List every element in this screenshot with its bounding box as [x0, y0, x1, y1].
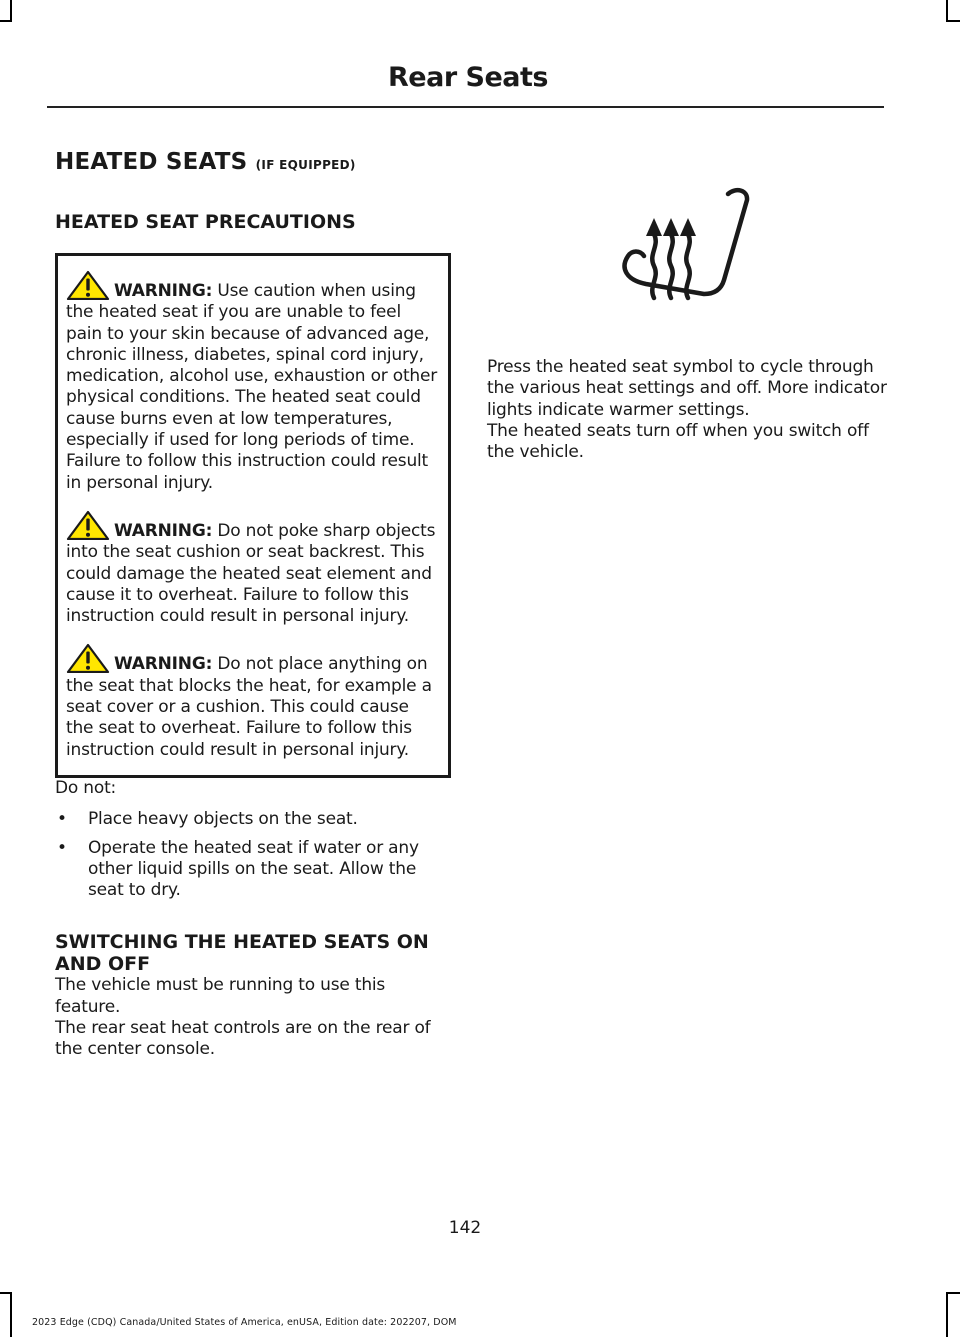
switching-heading: SWITCHING THE HEATED SEATS ON AND OFF — [55, 931, 429, 976]
crop-mark — [10, 0, 12, 22]
page-number: 142 — [448, 1218, 482, 1238]
warning-1 — [66, 270, 440, 494]
paragraph: Press the heated seat symbol to cycle through the various heat settings and off. More indicator lights indicate warmer settings. — [487, 357, 887, 420]
footer-edition: 2023 Edge (CDQ) Canada/United States of America, enUSA, Edition date: 202207, DOM — [32, 1317, 457, 1328]
warning-box — [55, 253, 451, 778]
crop-mark — [10, 1292, 12, 1337]
warning-label: WARNING: — [114, 281, 213, 301]
crop-mark — [946, 0, 948, 22]
list-item — [55, 809, 447, 830]
warning-2 — [66, 510, 440, 627]
crop-mark — [0, 1292, 12, 1294]
do-not-list — [55, 809, 447, 901]
warning-text: Use caution when using the heated seat if you are unable to feel pain to your skin because of advanced age, chronic illness, diabetes, spinal cord injury, medication, alcohol use, exhaustion or other physical conditions. The heated seat could cause burns even at low temperatures, especially if used for long periods of time. Failure to follow this instruction could result in personal injury. — [66, 281, 438, 493]
crop-mark — [946, 1292, 960, 1294]
section-qualifier: (IF EQUIPPED) — [255, 158, 356, 172]
warning-text: Do not poke sharp objects into the seat cushion or seat backrest. This could damage the heated seat element and cause it to overheat. Failure to follow this instruction could result in personal injury. — [66, 520, 436, 627]
warning-label: WARNING: — [114, 520, 213, 541]
warning-triangle-icon — [66, 270, 110, 300]
warning-text: Do not place anything on the seat that blocks the heat, for example a seat cover or a cushion. This could cause the seat to overheat. Failure to follow this instruction could result in personal injury. — [66, 654, 432, 760]
heated-seat-icon — [616, 182, 754, 302]
crop-mark — [946, 20, 960, 22]
do-not-intro: Do not: — [55, 777, 117, 798]
warning-label: WARNING: — [114, 654, 213, 675]
warning-triangle-icon — [66, 510, 110, 540]
warning-triangle-icon — [66, 643, 110, 673]
crop-mark — [946, 1292, 948, 1337]
crop-mark — [0, 20, 12, 22]
right-column — [487, 357, 887, 463]
warning-3 — [66, 643, 440, 760]
paragraph: The vehicle must be running to use this feature. — [55, 975, 386, 1017]
precautions-heading: HEATED SEAT PRECAUTIONS — [55, 211, 356, 233]
page-header-title: Rear Seats — [388, 62, 548, 93]
section-title-text: HEATED SEATS — [55, 149, 248, 175]
bullet: • — [57, 809, 67, 830]
section-title — [55, 144, 447, 183]
header-divider — [47, 106, 884, 108]
list-item-text: Place heavy objects on the seat. — [88, 809, 358, 830]
list-item-text: Operate the heated seat if water or any other liquid spills on the seat. Allow the seat to dry. — [88, 837, 419, 901]
paragraph: The rear seat heat controls are on the rear of the center console. — [55, 1018, 431, 1060]
list-item — [55, 838, 447, 902]
bullet: • — [57, 837, 67, 858]
left-column — [55, 144, 447, 1061]
paragraph: The heated seats turn off when you switch off the vehicle. — [487, 420, 869, 463]
